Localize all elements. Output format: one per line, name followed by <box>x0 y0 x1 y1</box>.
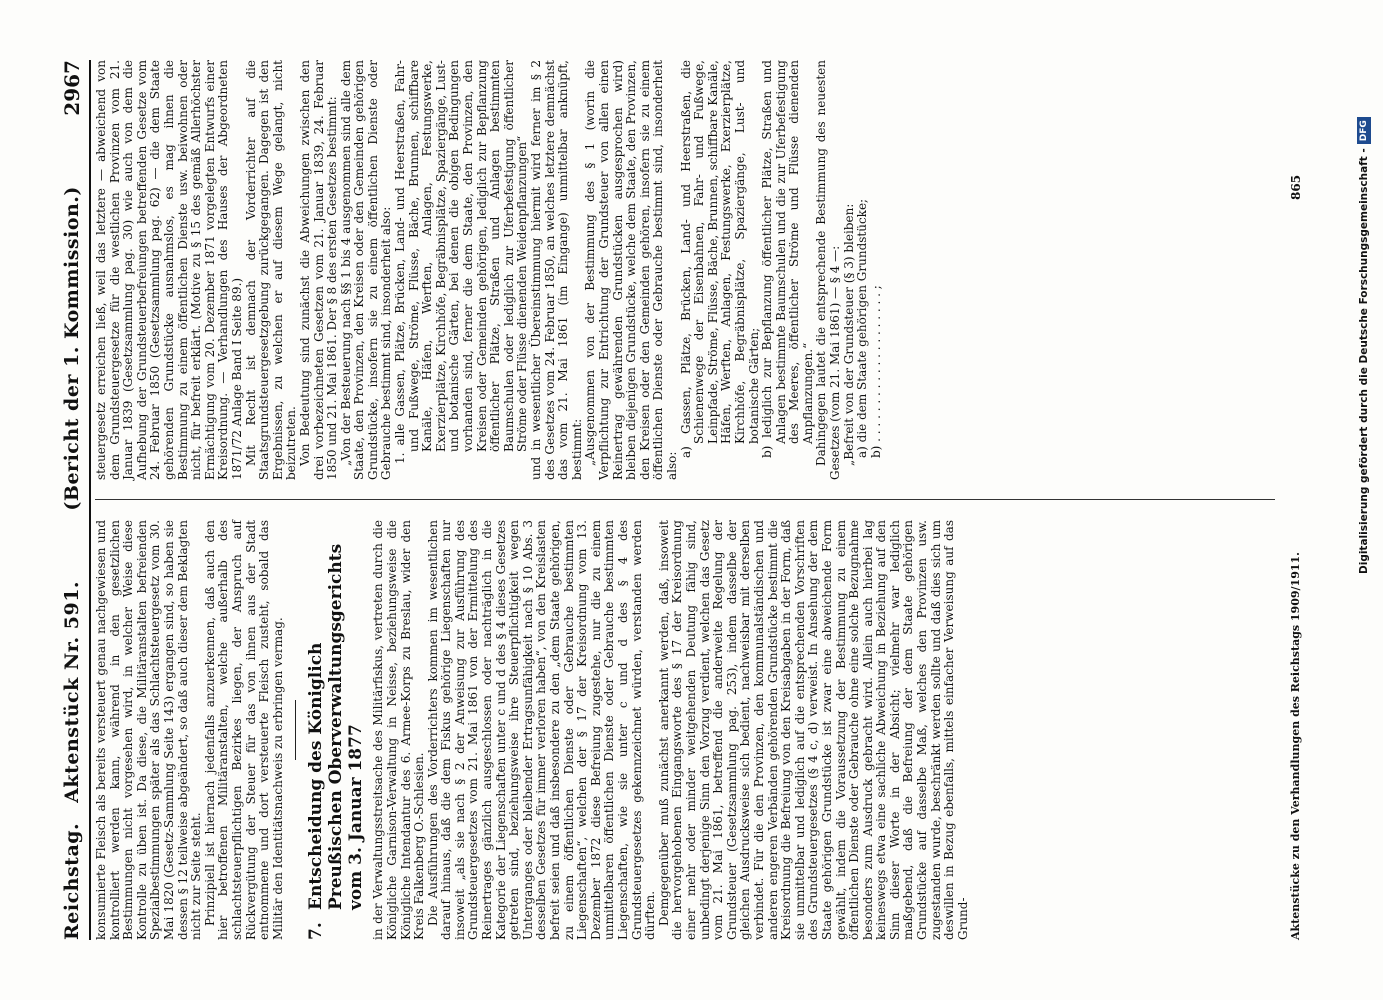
left-paragraph-5: Demgegenüber muß zunächst anerkannt werden, daß, insoweit die hervorgehobenen Eingangsworte des § 17 der Kreisordnung einer mehr oder minder weitgehenden Deutung fähig sind, unbedingt derjenige Sinn den Vorzug verdient, welchen das Gesetz vom 21. Mai 1861, betreffend die anderweite Regelung der Grundsteuer (Gesetzsammlung pag. 253), indem dasselbe der gleichen Ausdrucksweise sich bedient, nachweisbar mit derselben verbindet. Für die den Provinzen, den kommunalständischen und anderen engeren Verbänden gehörenden Grundstücke bestimmt die Kreisordnung die Befreiung von den Kreisabgaben in der Form, daß sie unmittelbar und lediglich auf die entsprechenden Vorschriften des Grundsteuergesetzes (§ 4 c, d) verweist. In Ansehung der dem Staate gehörigen Grundstücke ist zwar eine abweichende Form gewählt, indem die Voraussetzung der Bestimmung zu einem öffentlichen Dienste oder Gebrauche ohne eine solche Bezugnahme besonders zum Ausdruck gebracht wird. Allein auch hierbei lag keineswegs etwa eine sachliche Abweichung in Beziehung auf den Sinn dieser Worte in der Absicht; vielmehr war lediglich maßgebend, daß die Befreiung der dem Staate gehörigen Grundstücke auf dasselbe Maß, welches den Provinzen usw. zugestanden wurde, beschränkt werden sollte und daß dies sich um deswillen in Bezug ebenfalls, mittels einfacher Verweisung auf das Grund- <box>656 520 970 940</box>
section-heading <box>306 520 366 940</box>
left-paragraph-1: konsumierte Fleisch als bereits versteuert genau nachgewiesen und kontrolliert werden kann, während in den gesetzlichen Bestimmungen nicht vorgesehen wird, in welcher Weise diese Kontrolle zu üben ist. Da diese, die Militäranstalten befreienden Spezialbestimmungen später als das Schlachtsteuergesetz vom 30. Mai 1820 (Gesetz-Sammlung Seite 143) ergangen sind, so haben sie dessen § 12 teilweise abgeändert, so daß auch dieser dem Beklagten nicht zur Seite steht. <box>94 520 204 940</box>
digitization-sidebar <box>1355 14 1373 574</box>
page-content <box>55 60 1345 940</box>
right-paragraph-2: Mit Recht ist demnach der Vorderrichter auf die Staatsgrundsteuergesetzgebung zurückgegangen. Dagegen ist den Ergebnissen, zu welchen er auf diesem Wege gelangt, nicht beizutreten. <box>243 60 299 480</box>
digitization-note: Digitalisierung gefördert durch die Deutsche Forschungsgemeinschaft - <box>1358 148 1370 574</box>
right-paragraph-4: „Von der Besteuerung nach §§ 1 bis 4 ausgenommen sind alle dem Staate, den Provinzen, den Kreisen oder den Gemeinden gehörigen Grundstücke, insofern sie zu einem öffentlichen Dienste oder Gebrauche bestimmt sind, insonderheit also: <box>338 60 394 480</box>
right-list-item-a: a) Gassen, Plätze, Brücken, Land- und Heerstraßen, die Schienenwege der Eisenbahnen, Fahr- und Fußwege, Leinpfade, Ströme, Flüsse, Bäche, Brunnen, schiffbare Kanäle, Häfen, Werften, Anlagen, Festungswerke, Exerzierplätze, Kirchhöfe, Begräbnisplätze, Spaziergänge, Lust- und botanische Gärten; <box>678 60 761 458</box>
right-list-item-b2: b) . . . . . . . . . . . . . . . . . . . . ; <box>868 285 883 458</box>
header-aktenstueck: Aktenstück Nr. 591. <box>61 580 83 803</box>
right-paragraph-7: Dahingegen lautet die entsprechende Bestimmung des neuesten Gesetzes (vom 21. Mai 1861) — § 4 —: <box>814 60 843 480</box>
footer-footnote: Aktenstücke zu den Verhandlungen des Reichstags 1909/1911. <box>1289 552 1302 940</box>
right-list-item-b: b) lediglich zur Bepflanzung öffentlicher Plätze, Straßen und Anlagen bestimmte Baumschulen und die zur Uferbefestigung des Meeres, öffentlicher Ströme und Flüsse dienenden Anpflanzungen.“ <box>760 60 815 458</box>
right-list-item-1: 1. alle Gassen, Plätze, Brücken, Land- und Heerstraßen, Fahr- und Fußwege, Ströme, Flüsse, Bäche, Brunnen, schiffbare Kanäle, Häfen, Werften, Anlagen, Festungswerke, Exerzierplätze, Kirchhöfe, Begräbnisplätze, Spaziergänge, Lust- und botanische Gärten, bei denen die obigen Bedingungen vorhanden sind, ferner die dem Staate, den Provinzen, den Kreisen oder Gemeinden gehörigen, lediglich zur Bepflanzung öffentlicher Plätze, Straßen und Anlagen bestimmten Baumschulen oder lediglich zur Uferbefestigung öffentlicher Ströme oder Flüsse dienenden Weidenpflanzungen“ <box>393 60 530 464</box>
right-paragraph-5: und in wesentlicher Übereinstimmung hiermit wird ferner im § 2 des Gesetzes vom 24. Februar 1850, an welches letztere demnächst das vom 21. Mai 1861 (im Eingange) unmittelbar anknüpft, bestimmt: <box>529 60 584 480</box>
left-paragraph-3: in der Verwaltungsstreitsache des Militärfiskus, vertreten durch die Königliche Garnison-Verwaltung in Neisse, beziehungsweise die Königliche Intendantur des 6. Armee-Korps zu Breslau, wider den Kreis Falkenberg O.-Schlesien. <box>371 520 427 940</box>
right-paragraph-8: „Befreit von der Grundsteuer (§ 3) bleiben: <box>841 203 856 466</box>
right-paragraph-1: steuergesetz erreichen ließ, weil das letztere — abweichend von dem Grundsteuergesetze für die westlichen Provinzen vom 21. Januar 1839 (Gesetzsammlung pag. 30) wie auch von dem die Aufhebung der Grundsteuerbefreiungen betreffenden Gesetze vom 24. Februar 1850 (Gesetzsammlung pag. 62) — die dem Staate gehörenden Grundstücke ausnahmslos, es mag ihnen die Bestimmung zu einem öffentlichen Dienste usw. beiwohnen oder nicht, für befreit erklärt. (Motive zu § 15 des gemäß Allerhöchster Ermächtigung vom 20. Dezember 1871 vorgelegten Entwurfs einer Kreisordnung. — Verhandlungen des Hauses der Abgeordneten 1871/72 Anlage Band I Seite 89.) <box>94 60 244 480</box>
header-reichstag: Reichstag. <box>61 822 83 940</box>
header-center-title: (Bericht der 1. Kommission.) <box>61 186 83 511</box>
header-left <box>61 581 83 940</box>
right-list-item-a2: a) die dem Staate gehörigen Grundstücke; <box>855 198 870 458</box>
column-divider <box>95 499 1275 500</box>
digitization-credit <box>1355 14 1373 574</box>
right-paragraph-3: Von Bedeutung sind zunächst die Abweichungen zwischen den drei vorbezeichneten Gesetzen vom 21. Januar 1839, 24. Februar 1850 und 21. Mai 1861. Der § 8 des ersten Gesetzes bestimmt: <box>297 60 340 480</box>
separator-rule <box>295 700 296 760</box>
sheet-number: 865 <box>1289 174 1303 200</box>
page-header <box>55 60 91 940</box>
left-paragraph-4: Die Ausführungen des Vorderrichters kommen im wesentlichen darauf hinaus, daß die dem Fiskus gehörige Liegenschaften nur insoweit „als sie nach § 2 der Anweisung zur Ausführung des Grundsteuergesetzes vom 21. Mai 1861 von der Ermittelung des Reinertrages gänzlich ausgeschlossen oder nachträglich in die Kategorie der Liegenschaften unter c und d des § 4 dieses Gesetzes getreten sind, beziehungsweise ihre Steuerpflichtigkeit wegen Unterganges oder bleibender Ertragsunfähigkeit nach § 10 Abs. 3 desselben Gesetzes für immer verloren haben“, von den Kreislasten befreit seien und daß insbesondere zu den „dem Staate gehörigen, zu einem öffentlichen Dienste oder Gebrauche bestimmten Liegenschaften“, welchen der § 17 der Kreisordnung vom 13. Dezember 1872 diese Befreiung zugestehe, nur die zu einem unmittelbaren öffentlichen Dienste oder Gebrauche bestimmten Liegenschaften, wie sie unter c und d des § 4 des Grundsteuergesetzes gekennzeichnet würden, verstanden werden dürften. <box>425 520 658 940</box>
section-number: 7. <box>306 922 327 940</box>
right-paragraph-6: „Ausgenommen von der Bestimmung des § 1 (worin die Verpflichtung zur Entrichtung der Grundsteuer von allen einen Reinertrag gewährenden Grundstücken ausgesprochen wird) bleiben diejenigen Grundstücke, welche dem Staate, den Provinzen, den Kreisen oder den Gemeinden gehören, insofern sie zu einem öffentlichen Dienste oder Gebrauche bestimmt sind, insonderheit also: <box>583 60 679 480</box>
dfg-logo: DFG <box>1357 117 1371 144</box>
left-paragraph-2: Prinzipiell ist hiernach jedenfalls anzuerkennen, daß auch den hier betroffenen Militäranstalten, welche außerhalb des schlachtsteuerpflichtigen Bezirkes liegen, der Anspruch auf Rückvergütung der Steuer für das von ihnen aus der Stadt entnommene und dort versteuerte Fleisch zusteht, sobald das Militär den Identitätsnachweis zu erbringen vermag. <box>202 520 285 940</box>
page-number: 2967 <box>60 60 84 116</box>
left-column <box>95 520 970 940</box>
section-title: Entscheidung des Königlich Preußischen Oberverwaltungsgerichts vom 3. Januar 1877 <box>306 543 367 910</box>
right-column <box>95 60 883 480</box>
